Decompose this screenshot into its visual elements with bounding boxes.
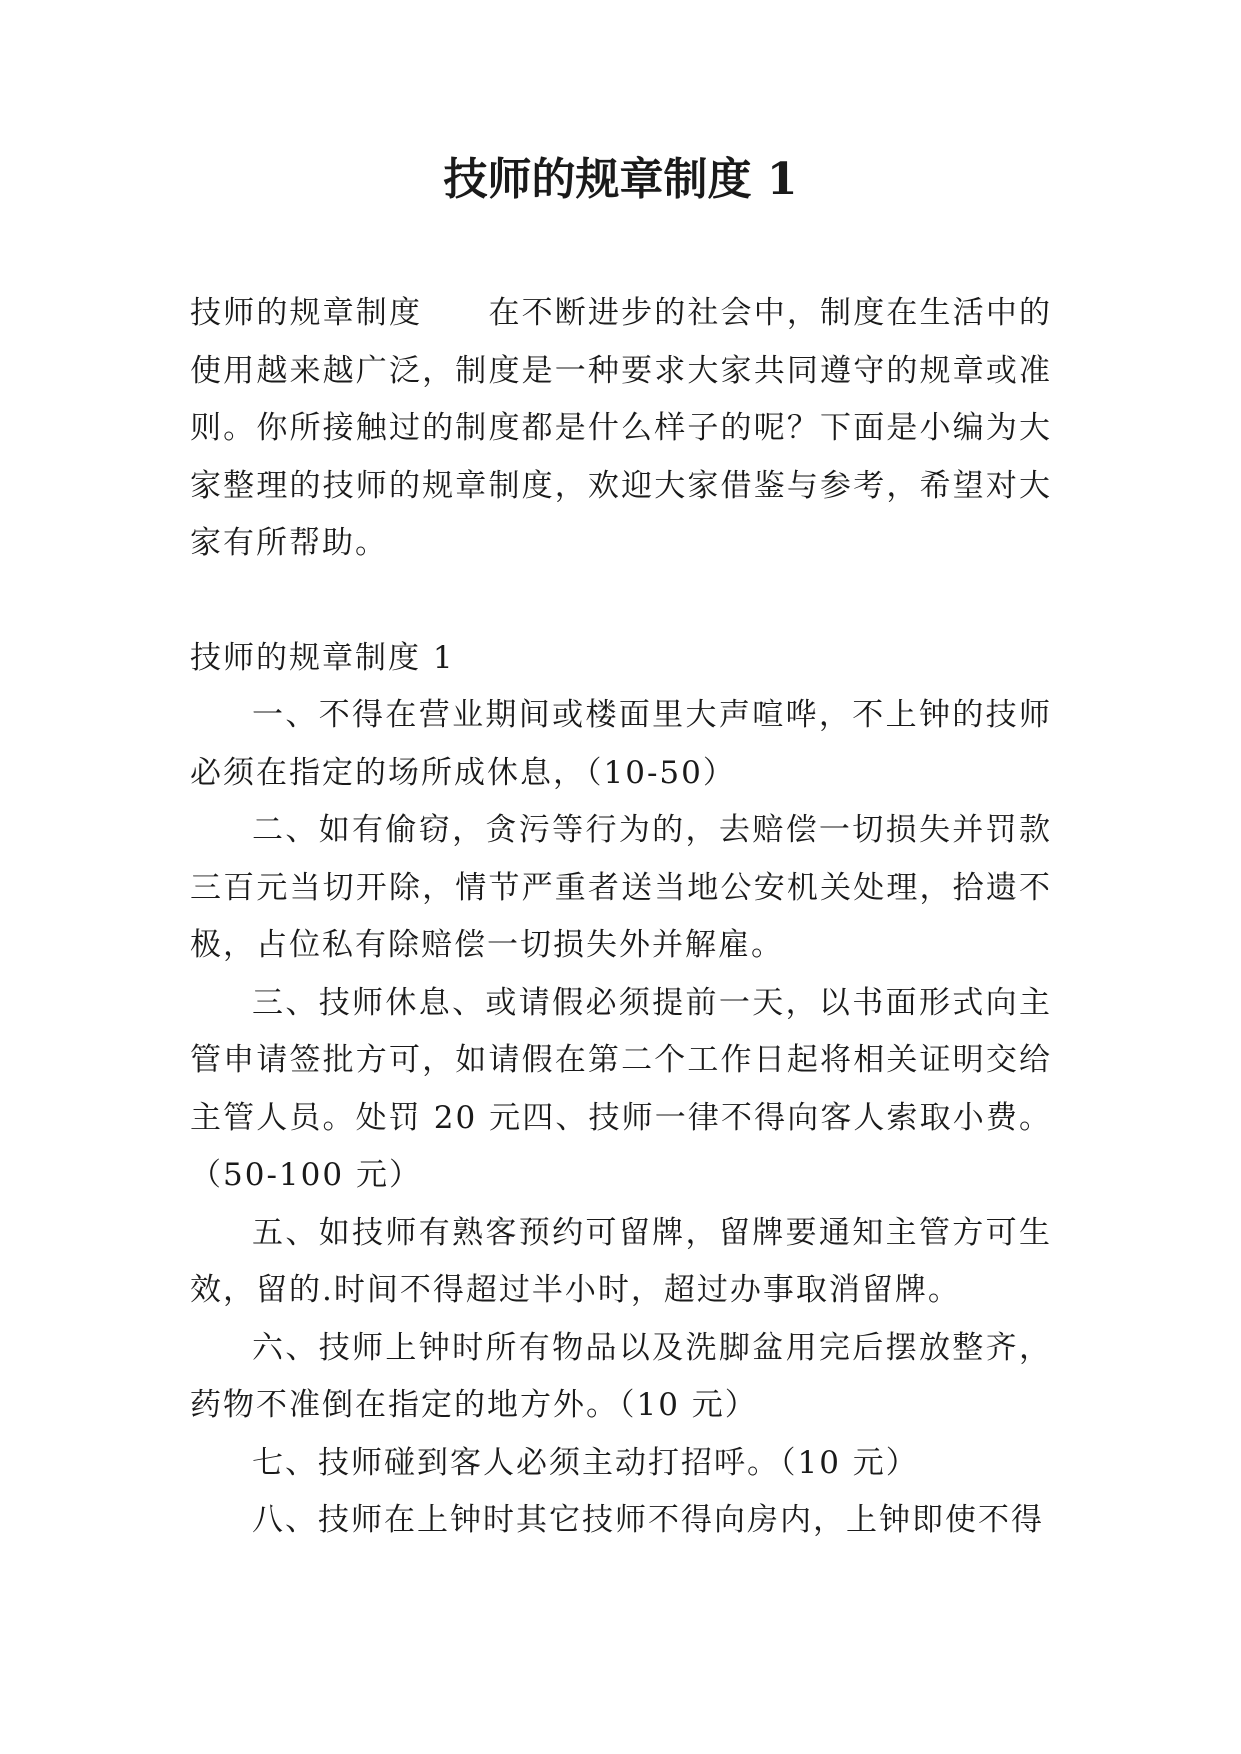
rule-item-2: 二、如有偷窃，贪污等行为的，去赔偿一切损失并罚款三百元当切开除，情节严重者送当地公安机关处理，拾遗不极，占位私有除赔偿一切损失外并解雇。 — [190, 812, 1052, 963]
document-body — [190, 285, 1052, 1550]
section-heading: 技师的规章制度 1 — [190, 639, 455, 676]
rule-item-3: 三、技师休息、或请假必须提前一天，以书面形式向主管申请签批方可，如请假在第二个工作日起将相关证明交给主管人员。处罚 20 元四、技师一律不得向客人索取小费。（50-100 元） — [190, 984, 1052, 1193]
document-title: 技师的规章制度 1 — [443, 154, 798, 205]
rule-item-1: 一、不得在营业期间或楼面里大声喧哗，不上钟的技师必须在指定的场所成休息，（10-50） — [190, 697, 1052, 791]
rule-item-8: 八、技师在上钟时其它技师不得向房内，上钟即使不得 — [252, 1502, 1044, 1538]
intro-paragraph: 技师的规章制度 在不断进步的社会中，制度在生活中的使用越来越广泛，制度是一种要求大家共同遵守的规章或准则。你所接触过的制度都是什么样子的呢？下面是小编为大家整理的技师的规章制度，欢迎大家借鉴与参考，希望对大家有所帮助。 — [190, 295, 1052, 561]
rule-item-5: 五、如技师有熟客预约可留牌，留牌要通知主管方可生效，留的.时间不得超过半小时，超过办事取消留牌。 — [190, 1214, 1052, 1308]
rule-item-6: 六、技师上钟时所有物品以及洗脚盆用完后摆放整齐，药物不准倒在指定的地方外。（10 元） — [190, 1329, 1052, 1423]
rule-item-7: 七、技师碰到客人必须主动打招呼。（10 元） — [252, 1444, 919, 1481]
